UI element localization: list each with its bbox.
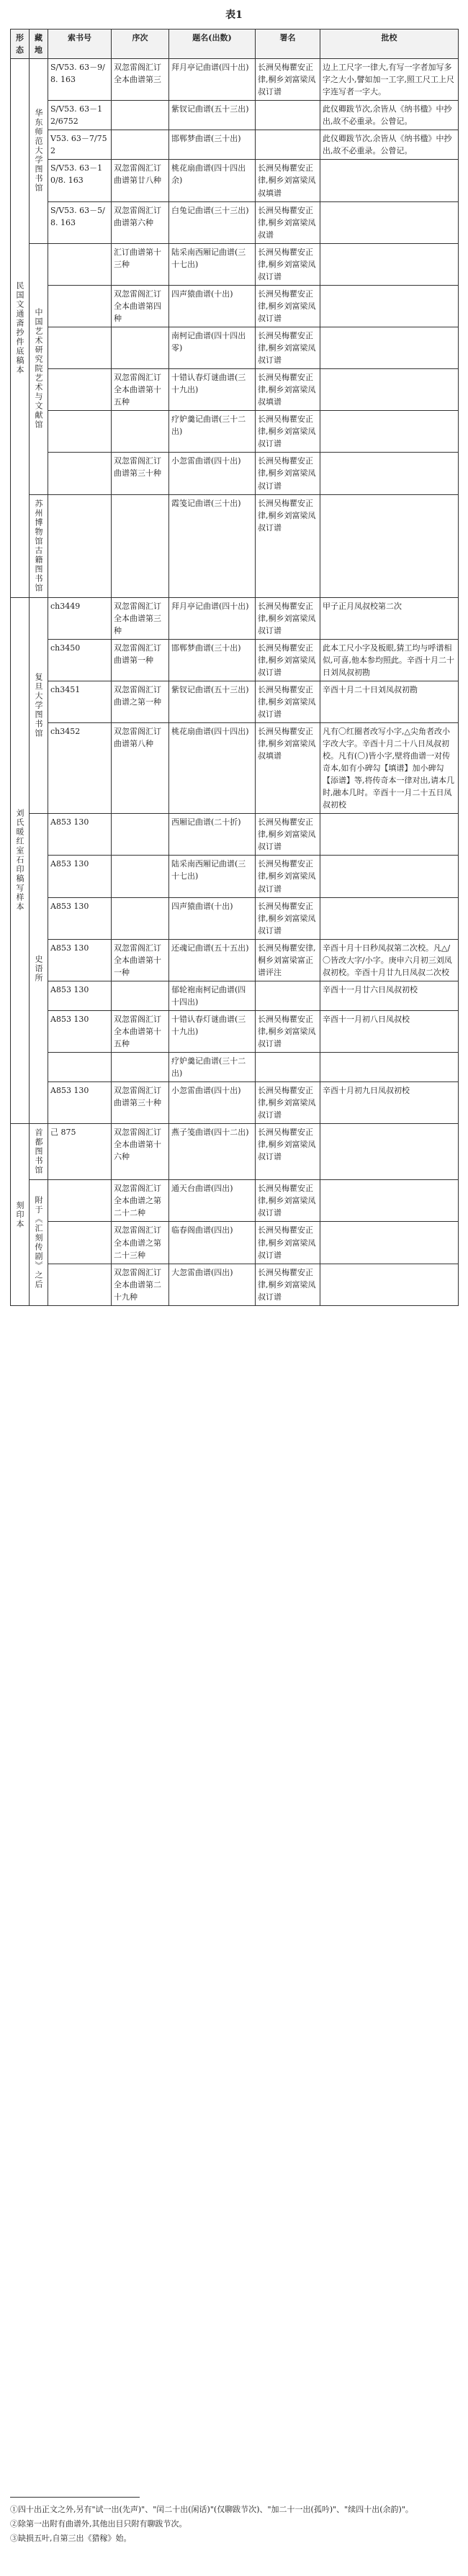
signature-cell: 长洲吴梅瞿安正律,桐乡刘富梁凤叔订谱 [256, 814, 320, 856]
title-count-cell: 十错认春灯谜曲谱(三十九出) [169, 1010, 256, 1052]
signature-cell: 长洲吴梅瞿安正律,桐乡刘富梁凤叔填谱 [256, 369, 320, 411]
call-number-cell: A853 130 [48, 1082, 112, 1124]
sequence-cell: 双忽雷阁汇订全本曲谱第三 [112, 59, 169, 101]
table-row [11, 1010, 459, 1052]
call-number-cell [48, 494, 112, 597]
annotation-cell [320, 1222, 459, 1264]
form-cell: 民国文通斋抄件底稿本 [11, 59, 30, 597]
signature-cell: 长洲吴梅瞿安正律,桐乡刘富梁凤叔订谱 [256, 494, 320, 597]
call-number-cell: S/V53. 63－5/8. 163 [48, 201, 112, 243]
table-row [11, 681, 459, 722]
signature-cell: 长洲吴梅瞿安正律,桐乡刘富梁凤叔订谱 [256, 639, 320, 681]
header-form: 形态 [11, 30, 30, 59]
location-cell: 附于《汇刻传剧》之后 [30, 1180, 48, 1305]
sequence-cell: 双忽雷阁汇订全本曲谱第十六种 [112, 1124, 169, 1180]
call-number-cell: ch3450 [48, 639, 112, 681]
annotation-cell [320, 814, 459, 856]
header-location: 藏地 [30, 30, 48, 59]
call-number-cell: S/V53. 63－10/8. 163 [48, 160, 112, 201]
location-cell: 华东师范大学图书馆 [30, 59, 48, 244]
annotation-cell [320, 1053, 459, 1082]
location-cell: 中国艺术研究院艺术与文献馆 [30, 243, 48, 494]
table-title: 表1 [225, 9, 243, 21]
location-cell: 苏州博物馆古籍图书馆 [30, 494, 48, 597]
annotation-cell [320, 327, 459, 368]
annotation-cell [320, 856, 459, 897]
table-row [11, 411, 459, 453]
call-number-cell: V53. 63－7/752 [48, 130, 112, 160]
signature-cell [256, 130, 320, 160]
signature-cell: 长洲吴梅瞿安正律,桐乡刘富梁凤叔订谱 [256, 597, 320, 639]
sequence-cell: 双忽雷阁汇订全本曲谱第四种 [112, 285, 169, 327]
sequence-cell: 双忽雷阁汇订全本曲谱第二十九种 [112, 1264, 169, 1305]
annotation-cell: 此本工尺小字及板眼,猜工均与呼谱相似,可喜,他本参均照此。辛酉十月二十日刘凤叔初勘 [320, 639, 459, 681]
signature-cell: 长洲吴梅瞿安正律,桐乡刘富梁凤叔订谱 [256, 1264, 320, 1305]
table-row [11, 59, 459, 101]
signature-cell: 长洲吴梅瞿安正律,桐乡刘富梁凤叔订谱 [256, 1124, 320, 1180]
signature-cell: 长洲吴梅瞿安正律,桐乡刘富梁凤叔订谱 [256, 856, 320, 897]
table-row [11, 494, 459, 597]
table-row [11, 1180, 459, 1222]
signature-cell: 长洲吴梅瞿安正律,桐乡刘富梁凤叔订谱 [256, 411, 320, 453]
signature-cell: 长洲吴梅瞿安正律,桐乡刘富梁凤叔填谱 [256, 160, 320, 201]
header-call-number: 索书号 [48, 30, 112, 59]
call-number-cell [48, 453, 112, 494]
sequence-cell [112, 856, 169, 897]
call-number-cell: A853 130 [48, 1010, 112, 1052]
title-count-cell: 疗妒羹记曲谱(三十二出) [169, 1053, 256, 1082]
signature-cell [256, 981, 320, 1010]
header-title-count: 题名(出数) [169, 30, 256, 59]
title-count-cell: 南柯记曲谱(四十四出零) [169, 327, 256, 368]
table-row [11, 1082, 459, 1124]
call-number-cell [48, 1264, 112, 1305]
call-number-cell: 己 875 [48, 1124, 112, 1180]
title-count-cell: 燕子笺曲谱(四十二出) [169, 1124, 256, 1180]
table-row [11, 327, 459, 368]
title-count-cell: 郁轮袍南柯记曲谱(四十四出) [169, 981, 256, 1010]
call-number-cell: S/V53. 63－12/6752 [48, 101, 112, 130]
annotation-cell: 辛酉十月二十日刘凤叔初勘 [320, 681, 459, 722]
table-row [11, 897, 459, 939]
call-number-cell: A853 130 [48, 897, 112, 939]
table-row [11, 597, 459, 639]
title-count-cell: 紫钗记曲谱(五十三出) [169, 101, 256, 130]
table-row [11, 369, 459, 411]
title-count-cell: 疗妒羹记曲谱(三十二出) [169, 411, 256, 453]
annotation-cell [320, 897, 459, 939]
annotation-cell [320, 160, 459, 201]
table-row [11, 160, 459, 201]
sequence-cell: 双忽雷阁汇订全本曲谱之第二十二种 [112, 1180, 169, 1222]
sequence-cell: 双忽雷阁汇订曲谱第廿八种 [112, 160, 169, 201]
table-row [11, 453, 459, 494]
annotation-cell [320, 201, 459, 243]
title-count-cell: 白兔记曲谱(三十三出) [169, 201, 256, 243]
footnote: ③缺损五叶,自第三出《猎稼》始。 [10, 2533, 132, 2543]
table-row [11, 722, 459, 813]
sequence-cell [112, 327, 169, 368]
sequence-cell: 双忽雷阁汇订曲谱第三十种 [112, 453, 169, 494]
title-count-cell: 通天台曲谱(四出) [169, 1180, 256, 1222]
table-row [11, 939, 459, 981]
catalog-table [10, 29, 459, 1306]
call-number-cell [48, 1053, 112, 1082]
annotation-cell: 边上工尺字一律大,有写一字者加写多字之大小,譬如加一工字,照工尺工上尺字连写者一字大。 [320, 59, 459, 101]
annotation-cell [320, 494, 459, 597]
header-sequence: 序次 [112, 30, 169, 59]
footnote: ①四十出正文之外,另有"试一出(先声)"、"闰二十出(闲话)"(仅聊跋节次)、"加二十一出(孤吟)"、"续四十出(余韵)"。 [10, 2505, 413, 2514]
signature-cell [256, 1053, 320, 1082]
location-cell: 首都图书馆 [30, 1124, 48, 1180]
sequence-cell [112, 814, 169, 856]
call-number-cell: ch3452 [48, 722, 112, 813]
header-annotation: 批校 [320, 30, 459, 59]
sequence-cell [112, 101, 169, 130]
title-count-cell: 四声猿曲谱(十出) [169, 285, 256, 327]
annotation-cell: 此仪卿跋节次,余皆从《纳书楹》中抄出,故不必重录。公曾记。 [320, 130, 459, 160]
annotation-cell: 辛酉十月十日秒凤叔第二次校。凡△/〇皆改大字/小字。庚申六月初三刘凤叔初校。辛酉十月廿九日凤叔二次校 [320, 939, 459, 981]
annotation-cell: 此仪卿跋节次,余皆从《纳书楹》中抄出,故不必重录。公曾记。 [320, 101, 459, 130]
call-number-cell [48, 1222, 112, 1264]
sequence-cell: 双忽雷阁汇订全本曲谱第十一种 [112, 939, 169, 981]
table-row [11, 814, 459, 856]
table-row [11, 1222, 459, 1264]
title-count-cell: 临春阁曲谱(四出) [169, 1222, 256, 1264]
call-number-cell [48, 243, 112, 285]
signature-cell: 长洲吴梅瞿安正律,桐乡刘富梁凤叔订谱 [256, 327, 320, 368]
title-count-cell: 四声猿曲谱(十出) [169, 897, 256, 939]
table-row [11, 1124, 459, 1180]
signature-cell: 长洲吴梅瞿安正律,桐乡刘富梁凤叔谱 [256, 201, 320, 243]
sequence-cell [112, 130, 169, 160]
table-row [11, 1264, 459, 1305]
signature-cell: 长洲吴梅瞿安正律,桐乡刘富梁凤叔订谱 [256, 59, 320, 101]
table-body [11, 59, 459, 1306]
call-number-cell: ch3451 [48, 681, 112, 722]
annotation-cell [320, 285, 459, 327]
annotation-cell: 辛酉十一月初八日凤叔校 [320, 1010, 459, 1052]
title-count-cell: 拜月亭记曲谱(四十出) [169, 597, 256, 639]
table-row [11, 981, 459, 1010]
location-cell: 史语所 [30, 814, 48, 1124]
signature-cell: 长洲吴梅瞿安正律,桐乡刘富梁凤叔订谱 [256, 1222, 320, 1264]
signature-cell: 长洲吴梅瞿安正律,桐乡刘富梁凤叔填谱 [256, 722, 320, 813]
signature-cell: 长洲吴梅瞿安正律,桐乡刘富梁凤叔订谱 [256, 1010, 320, 1052]
signature-cell: 长洲吴梅瞿安律,桐乡刘富梁富正谱评注 [256, 939, 320, 981]
signature-cell: 长洲吴梅瞿安正律,桐乡刘富梁凤叔订谱 [256, 681, 320, 722]
sequence-cell: 双忽雷阁汇订曲谱第一种 [112, 639, 169, 681]
annotation-cell [320, 1264, 459, 1305]
title-count-cell: 小忽雷曲谱(四十出) [169, 1082, 256, 1124]
sequence-cell [112, 981, 169, 1010]
call-number-cell: A853 130 [48, 981, 112, 1010]
signature-cell: 长洲吴梅瞿安正律,桐乡刘富梁凤叔订谱 [256, 897, 320, 939]
title-count-cell: 陆采南西厢记曲谱(三十七出) [169, 243, 256, 285]
sequence-cell [112, 897, 169, 939]
footnote: ②除第一出附有曲谱外,其他出目只附有聊跋节次。 [10, 2518, 187, 2529]
form-cell: 刘氏暖红室石印稿写样本 [11, 597, 30, 1124]
title-count-cell: 还魂记曲谱(五十五出) [169, 939, 256, 981]
signature-cell: 长洲吴梅瞿安正律,桐乡刘富梁凤叔订谱 [256, 243, 320, 285]
table-row [11, 285, 459, 327]
title-count-cell: 十错认春灯谜曲谱(三十九出) [169, 369, 256, 411]
sequence-cell [112, 1053, 169, 1082]
annotation-cell [320, 369, 459, 411]
title-count-cell: 小忽雷曲谱(四十出) [169, 453, 256, 494]
annotation-cell: 辛酉十月初九日凤叔初校 [320, 1082, 459, 1124]
call-number-cell: S/V53. 63－9/8. 163 [48, 59, 112, 101]
sequence-cell: 双忽雷阁汇订曲谱第八种 [112, 722, 169, 813]
sequence-cell: 双忽雷阁汇订全本曲谱第三种 [112, 597, 169, 639]
footnote-divider [10, 2497, 140, 2498]
table-row [11, 130, 459, 160]
form-cell: 刻印本 [11, 1124, 30, 1305]
annotation-cell: 凡有〇红圈者改写小字,△尖角者改小字改大字。辛酉十月二十八日凤叔初校。凡有(〇)皆小字,壁将曲谱一对传奇本,如有小碑勾【填谱】加小碑勾【添谱】等,将传奇本一律对出,请本几时,融本几时。辛酉十一月二十五日凤叔初校 [320, 722, 459, 813]
annotation-cell [320, 411, 459, 453]
location-cell: 复旦大学图书馆 [30, 597, 48, 814]
sequence-cell: 双忽雷阁汇订全本曲谱第十五种 [112, 369, 169, 411]
call-number-cell: A853 130 [48, 856, 112, 897]
annotation-cell [320, 453, 459, 494]
title-count-cell: 紫钗记曲谱(五十三出) [169, 681, 256, 722]
call-number-cell: A853 130 [48, 814, 112, 856]
table-header-row [11, 30, 459, 59]
title-count-cell: 拜月亭记曲谱(四十出) [169, 59, 256, 101]
table-row [11, 1053, 459, 1082]
table-row [11, 243, 459, 285]
sequence-cell: 双忽雷阁汇订曲谱第六种 [112, 201, 169, 243]
sequence-cell [112, 494, 169, 597]
call-number-cell [48, 1180, 112, 1222]
footnotes [10, 2503, 458, 2545]
title-count-cell: 桃花扇曲谱(四十四出) [169, 722, 256, 813]
signature-cell: 长洲吴梅瞿安正律,桐乡刘富梁凤叔订谱 [256, 1082, 320, 1124]
title-count-cell: 西厢记曲谱(二十折) [169, 814, 256, 856]
call-number-cell [48, 411, 112, 453]
table-row [11, 201, 459, 243]
annotation-cell: 甲子正月凤叔校第二次 [320, 597, 459, 639]
sequence-cell: 双忽雷阁汇订曲谱之第一种 [112, 681, 169, 722]
annotation-cell [320, 1180, 459, 1222]
title-count-cell: 邯郸梦曲谱(三十出) [169, 639, 256, 681]
sequence-cell: 双忽雷阁汇订全本曲谱之第二十三种 [112, 1222, 169, 1264]
call-number-cell [48, 327, 112, 368]
annotation-cell: 辛酉十一月廿六日凤叔初校 [320, 981, 459, 1010]
call-number-cell [48, 369, 112, 411]
call-number-cell: A853 130 [48, 939, 112, 981]
title-count-cell: 陆采南西厢记曲谱(三十七出) [169, 856, 256, 897]
sequence-cell: 汇订曲谱第十三种 [112, 243, 169, 285]
signature-cell: 长洲吴梅瞿安正律,桐乡刘富梁凤叔订谱 [256, 1180, 320, 1222]
title-count-cell: 霞笺记曲谱(三十出) [169, 494, 256, 597]
sequence-cell: 双忽雷阁汇订全本曲谱第十五种 [112, 1010, 169, 1052]
call-number-cell: ch3449 [48, 597, 112, 639]
annotation-cell [320, 243, 459, 285]
sequence-cell [112, 411, 169, 453]
signature-cell: 长洲吴梅瞿安正律,桐乡刘富梁凤叔订谱 [256, 453, 320, 494]
signature-cell [256, 101, 320, 130]
call-number-cell [48, 285, 112, 327]
table-row [11, 856, 459, 897]
annotation-cell [320, 1124, 459, 1180]
sequence-cell: 双忽雷阁汇订曲谱第三十种 [112, 1082, 169, 1124]
title-count-cell: 邯郸梦曲谱(三十出) [169, 130, 256, 160]
table-row [11, 639, 459, 681]
header-signature: 署名 [256, 30, 320, 59]
table-row [11, 101, 459, 130]
signature-cell: 长洲吴梅瞿安正律,桐乡刘富梁凤叔订谱 [256, 285, 320, 327]
title-count-cell: 大忽雷曲谱(四出) [169, 1264, 256, 1305]
title-count-cell: 桃花扇曲谱(四十四出余) [169, 160, 256, 201]
